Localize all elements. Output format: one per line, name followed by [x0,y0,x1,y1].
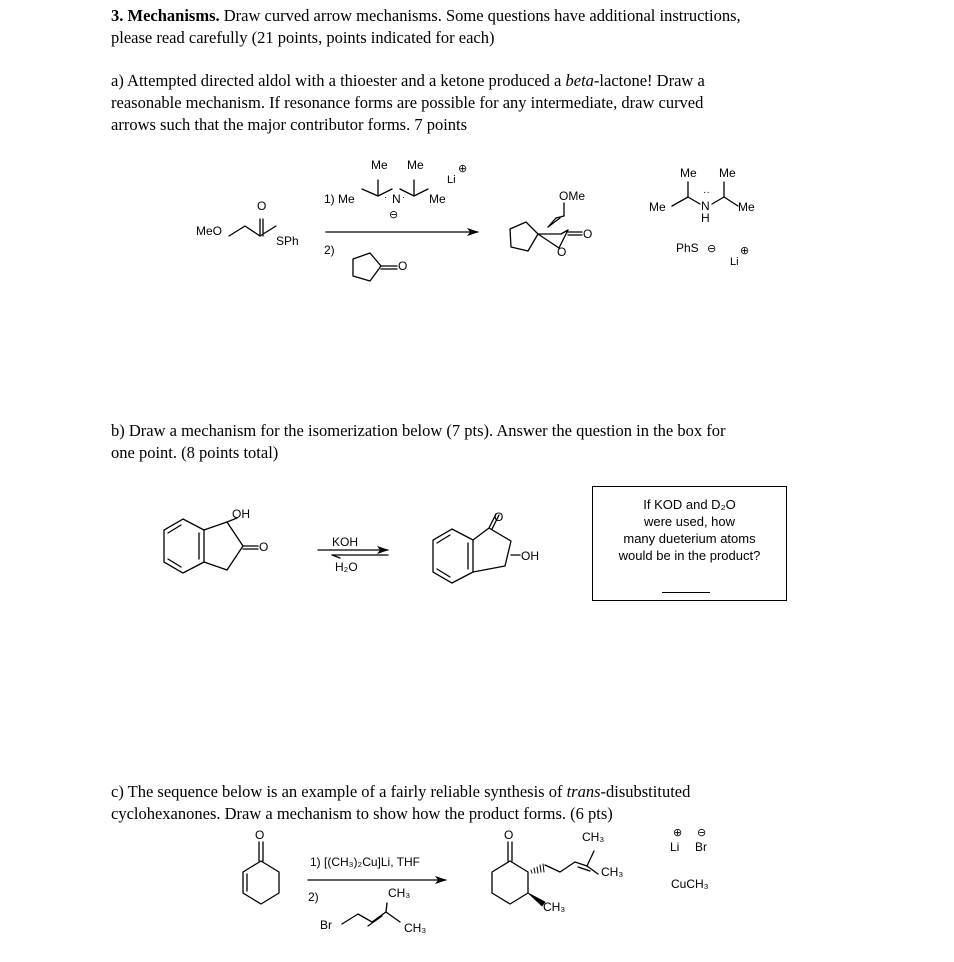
answer-blank-line[interactable] [662,592,710,593]
reagent-br-label: Br [320,918,332,932]
bromide-ion-minus: ⊖ [697,826,707,839]
heading-line-1: Draw curved arrow mechanisms. Some questions have additional instructions, [223,6,741,25]
byproduct-lithium-label: Li [730,256,739,268]
amine-me-label-2: Me [719,166,736,180]
part-a-italic: beta [565,71,594,90]
lda-nitrogen-label: N [392,192,401,206]
box-line-1: If KOD and D₂O [643,497,736,512]
lithium-ion-label: Li [670,840,680,854]
part-b-line-2: one point. (8 points total) [111,443,279,462]
oh-right-label: OH [521,549,539,563]
part-c-line-1-post: -disubstituted [600,782,691,801]
byproduct-lithium-plus: ⊕ [740,244,750,257]
lda-me-label-1: Me [371,158,388,172]
cyclopentanone-structure [353,253,397,281]
reagent-koh-label: KOH [332,535,359,549]
reagent-ch3-top-label: CH₃ [388,886,411,900]
cyclopentanone-oxygen-label: O [398,259,408,273]
product-ch3-right-label: CH₃ [601,865,624,879]
lda-me-label-2: Me [407,158,424,172]
amine-lone-pair: ·· [703,187,710,198]
lda-me-label-3: Me [429,192,446,206]
product-ch3-ring-label: CH₃ [543,900,566,914]
equilibrium-arrows-b [318,550,388,558]
cuprate-step-label: 1) [(CH₃)₂Cu]Li, THF [310,855,420,869]
box-line-2: were used, how [643,514,736,529]
part-c-line-1-pre: c) The sequence below is an example of a fairly reliable synthesis of [111,782,567,801]
part-a-line-2: reasonable mechanism. If resonance forms are possible for any intermediate, draw curved [111,93,704,112]
trans-disubstituted-cyclohexanone-structure [492,842,598,904]
prenyl-bromide-structure [342,903,400,926]
amine-hydrogen-label: H [701,211,710,225]
heading-line-2: please read carefully (21 points, points indicated for each) [111,28,495,47]
thioester-oxygen-label: O [257,199,267,213]
box-line-3: many dueterium atoms [623,531,756,546]
step-1-label: 1) Me [324,192,355,206]
lone-pair-dots-right: · [402,192,405,202]
hydroxy-indanone-product-structure [433,512,520,583]
bromide-ion-label: Br [695,840,707,854]
part-a-line-3: arrows such that the major contributor forms. 7 points [111,115,468,134]
hashed-wedge-bond [531,864,544,873]
product-oxygen-label: O [504,828,514,842]
beta-lactone-structure [510,203,583,251]
amide-minus-charge: ⊖ [389,208,399,221]
cuch3-label: CuCH₃ [671,877,709,891]
lone-pair-dots-left: · [384,192,387,202]
amine-me-label-1: Me [680,166,697,180]
lactone-carbonyl-oxygen-label: O [583,227,593,241]
question-box [592,486,787,601]
cyclohexenone-oxygen-label: O [255,828,265,842]
meo-label: MeO [196,224,223,238]
lactone-ring-oxygen-label: O [557,245,567,259]
part-a-line-1-pre: a) Attempted directed aldol with a thioester and a ketone produced a [111,71,566,90]
left-carbonyl-oxygen-label: O [259,540,269,554]
ome-label: OMe [559,189,586,203]
lda-lithium-label: Li [447,174,456,186]
reagent-water-label: H₂O [335,560,358,574]
lithium-plus-charge: ⊕ [458,162,468,175]
question-box-text [593,496,786,564]
thiolate-minus-charge: ⊖ [707,242,717,255]
amine-nitrogen-label: N [701,199,710,213]
cyclohexenone-structure [243,842,279,904]
amine-me-label-4: Me [738,200,755,214]
reagent-ch3-bottom-label: CH₃ [404,921,427,935]
question-number: 3. Mechanisms. [111,6,220,25]
part-c-italic: trans [566,782,601,801]
part-a-line-1-post: -lactone! Draw a [593,71,705,90]
right-carbonyl-oxygen-label: O [494,510,504,524]
phs-label: PhS [676,241,699,255]
oh-left-label: OH [232,507,250,521]
step-2-c-label: 2) [308,890,319,904]
part-b-line-1: b) Draw a mechanism for the isomerization below (7 pts). Answer the question in the box for [111,421,726,440]
hydroxy-indanone-structure [164,518,258,573]
part-c-line-2: cyclohexanones. Draw a mechanism to show how the product forms. (6 pts) [111,804,613,823]
step-2-label: 2) [324,243,335,257]
box-line-4: would be in the product? [618,548,761,563]
amine-me-label-3: Me [649,200,666,214]
sph-label: SPh [276,234,299,248]
product-ch3-top-label: CH₃ [582,830,605,844]
thioester-structure [229,219,276,236]
lithium-ion-plus: ⊕ [673,826,683,839]
